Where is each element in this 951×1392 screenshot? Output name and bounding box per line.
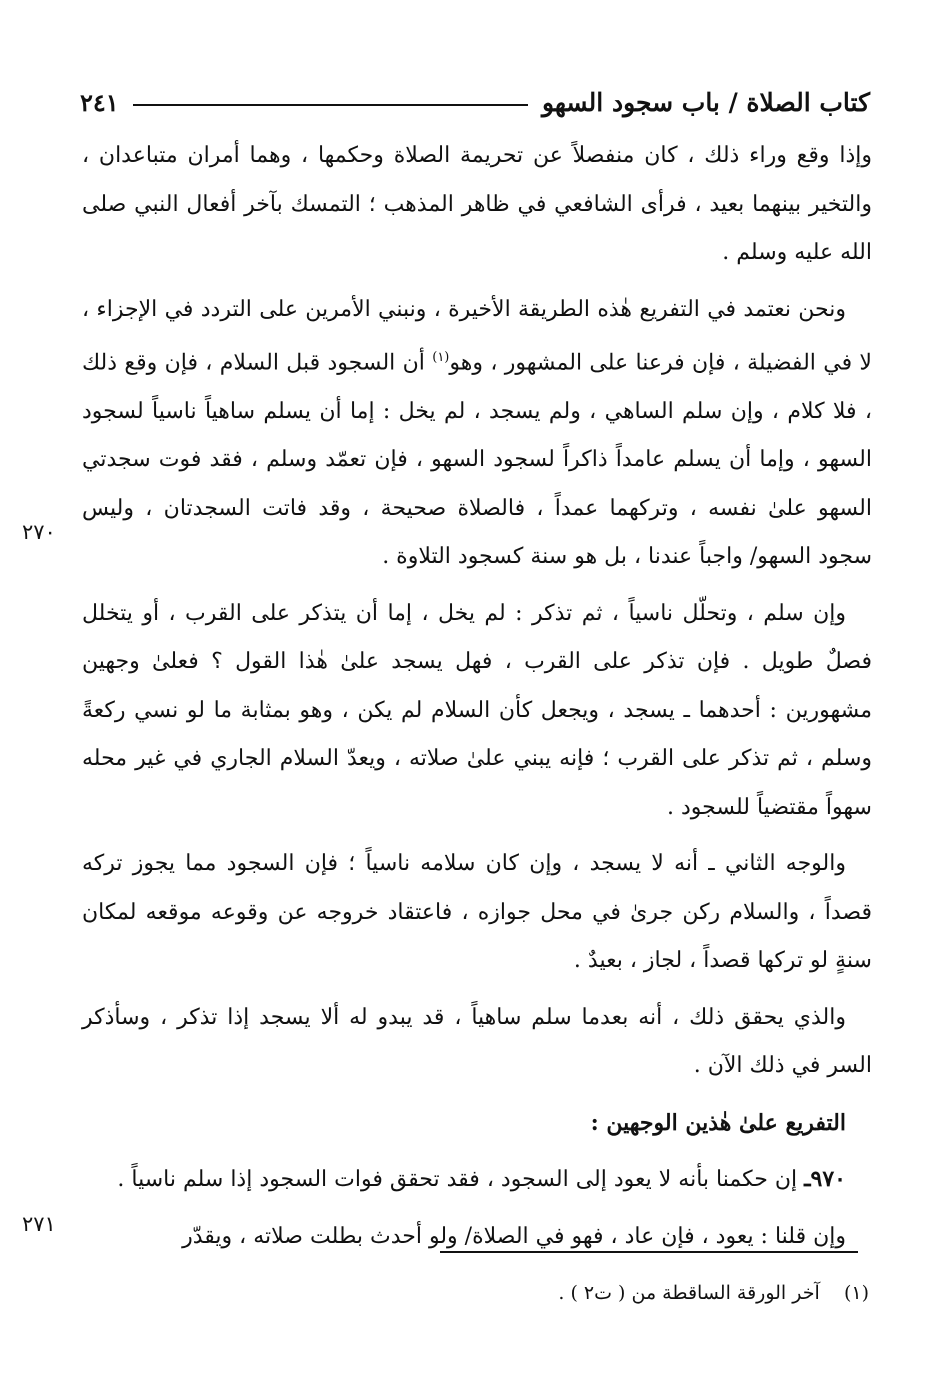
paragraph-5: والذي يحقق ذلك ، أنه بعدما سلم ساهياً ، قد يبدو له ألا يسجد إذا تذكر ، وسأذكر السر في ذلك الآن . — [82, 1004, 872, 1079]
paragraph-2 — [82, 286, 872, 582]
footnote-text: آخر الورقة الساقطة من ( ت٢ ) . — [558, 1282, 820, 1304]
page-number: ٢٤١ — [80, 87, 119, 117]
numbered-paragraph-970 — [82, 1155, 872, 1205]
paragraph-1: وإذا وقع وراء ذلك ، كان منفصلاً عن تحريمة الصلاة وحكمها ، وهما أمران متباعدان ، والتخير بينهما بعيد ، فرأى الشافعي في ظاهر المذهب ؛ التمسك بآخر أفعال النبي صلى الله عليه وسلم . — [82, 143, 872, 265]
body-text — [82, 132, 872, 1261]
running-header — [80, 82, 870, 122]
margin-note-271: ٢٧١ — [22, 1212, 56, 1236]
paragraph-2-part-b: أن السجود قبل السلام ، فإن وقع ذلك ، فلا كلام ، وإن سلم الساهي ، ولم يسجد ، لم يخل : إما أن يسلم ساهياً ناسياً لسجود السهو ، وإما أن يسلم عامداً ذاكراً لسجود السهو ، فإن تعمّد وسلم ، فقد فوت سجدتي السهو علىٰ نفسه ، وتركهما عمداً ، فالصلاة صحيحة ، وقد فاتت السجدتان ، وليس سجود السهو/ واجباً عندنا ، بل هو سنة كسجود التلاوة . — [82, 350, 872, 570]
footnote-reference[interactable]: (١) — [432, 350, 450, 365]
paragraph-number: ٩٧٠ـ — [804, 1166, 846, 1193]
footnote — [89, 1282, 869, 1304]
paragraph-2-part-a: ونحن نعتمد في التفريع هٰذه الطريقة الأخيرة ، ونبني الأمرين على التردد في الإجزاء ، لا في الفضيلة ، فإن فرعنا على المشهور ، وهو — [82, 296, 872, 376]
paragraph-4: والوجه الثاني ـ أنه لا يسجد ، وإن كان سلامه ناسياً ؛ فإن السجود مما يجوز تركه قصداً ، والسلام ركن جرىٰ في محل جوازه ، فاعتقاد خروجه عن وقوعه موقعه لمكان سنةٍ لو تركها قصداً ، لجاز ، بعيدٌ . — [82, 851, 872, 974]
margin-note-270: ٢٧٠ — [22, 520, 56, 544]
chapter-title: كتاب الصلاة / باب سجود السهو — [541, 87, 870, 117]
section-heading: التفريع علىٰ هٰذين الوجهين : — [590, 1109, 846, 1136]
paragraph-last: وإن قلنا : يعود ، فإن عاد ، فهو في الصلاة/ ولو أحدث بطلت صلاته ، ويقدّر — [182, 1223, 846, 1249]
header-rule — [133, 104, 528, 106]
footnote-separator — [440, 1251, 858, 1253]
numbered-paragraph-text: إن حكمنا بأنه لا يعود إلى السجود ، فقد تحقق فوات السجود إذا سلم ناسياً . — [117, 1167, 805, 1193]
footnote-marker: (١) — [843, 1282, 869, 1304]
paragraph-3: وإن سلم ، وتحلّل ناسياً ، ثم تذكر : لم يخل ، إما أن يتذكر على القرب ، أو يتخلل فصلٌ طويل . فإن تذكر على القرب ، فهل يسجد علىٰ هٰذا القول ؟ فعلىٰ وجهين مشهورين : أحدهما ـ يسجد ، ويجعل كأن السلام لم يكن ، وهو بمثابة ما لو نسي ركعةً وسلم ، ثم تذكر على القرب ؛ فإنه يبني علىٰ صلاته ، ويعدّ السلام الجاري في غير محله سهواً مقتضياً للسجود . — [82, 600, 872, 820]
